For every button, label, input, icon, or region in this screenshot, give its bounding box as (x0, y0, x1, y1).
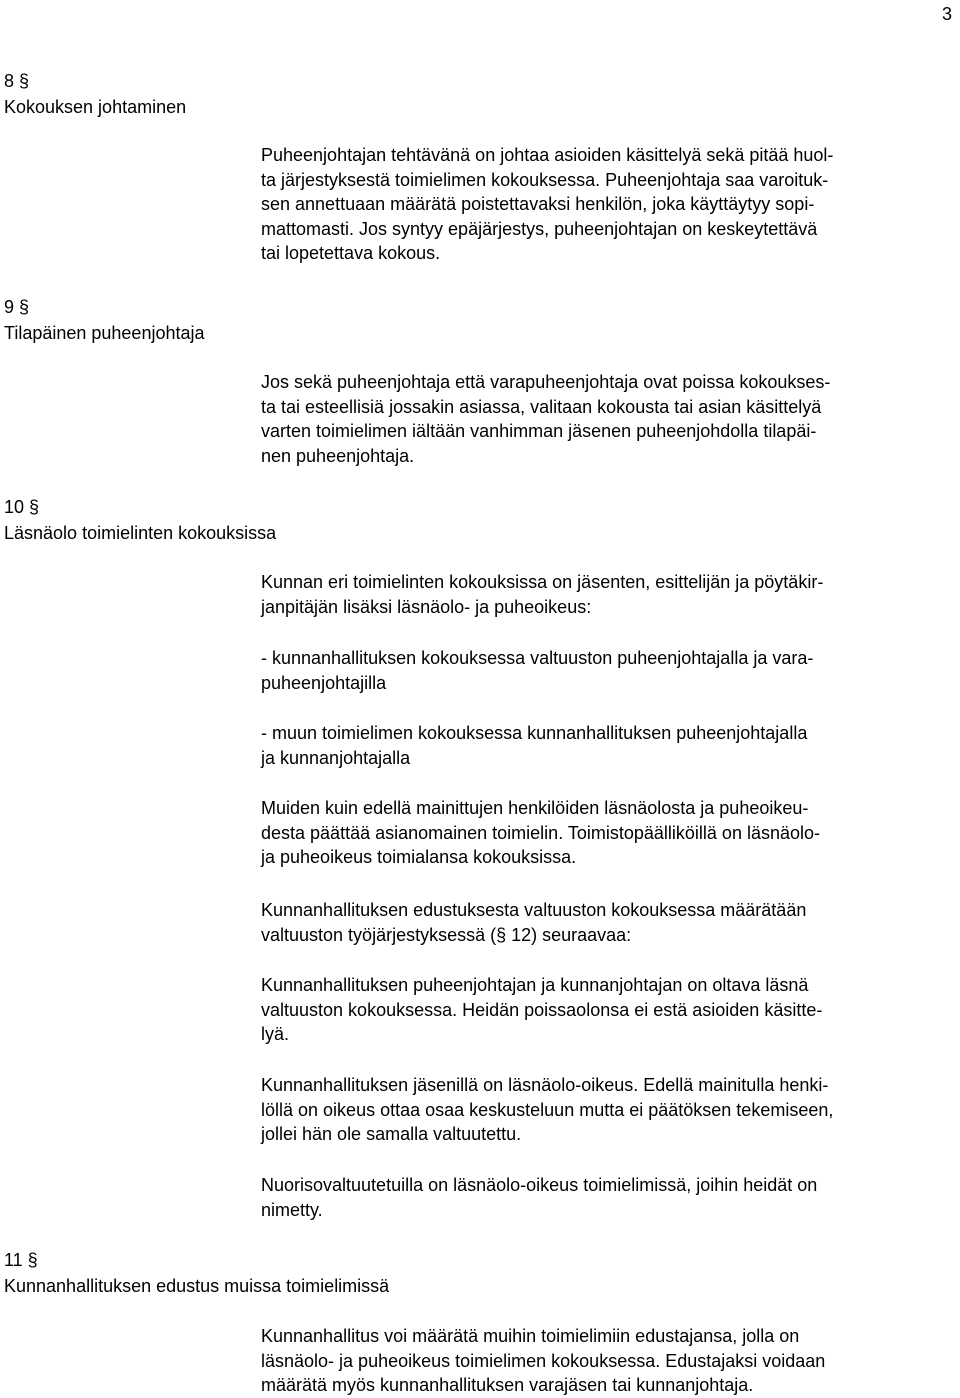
text-line: Kunnanhallituksen edustuksesta valtuuston kokouksessa määrätään (261, 900, 807, 920)
text-line: ja puheoikeus toimialansa kokouksissa. (261, 847, 577, 867)
text-line: läsnäolo- ja puheoikeus toimielimen kokouksessa. Edustajaksi voidaan (261, 1350, 826, 1371)
page-number: 3 (941, 4, 952, 24)
text-line: desta päättää asianomainen toimielin. Toimistopäälliköillä on läsnäolo- (261, 822, 821, 843)
text-line: Kunnan eri toimielinten kokouksissa on jäsenten, esittelijän ja pöytäkir- (261, 572, 824, 592)
paragraph-chair-presence (261, 973, 951, 1047)
paragraph-meeting-chairing (261, 143, 951, 266)
section-number: 10 § (4, 497, 40, 517)
text-line: Kunnanhallitus voi määrätä muihin toimielimiin edustajansa, jolla on (261, 1326, 800, 1346)
paragraph-attendance-intro (261, 570, 951, 619)
text-line: valtuuston kokouksessa. Heidän poissaolonsa ei estä asioiden käsitte- (261, 999, 823, 1020)
text-line: Kunnanhallituksen jäsenillä on läsnäolo-oikeus. Edellä mainitulla henki- (261, 1075, 829, 1095)
paragraph-attendance-item-2 (261, 721, 951, 770)
paragraph-council-representation (261, 898, 951, 947)
section-title: Tilapäinen puheenjohtaja (4, 323, 205, 343)
section-heading-10 (4, 494, 276, 546)
text-line: ta järjestyksestä toimielimen kokouksessa. Puheenjohtaja saa varoituk- (261, 169, 829, 190)
section-heading-9 (4, 294, 205, 346)
text-line: Muiden kuin edellä mainittujen henkilöiden läsnäolosta ja puheoikeu- (261, 798, 809, 818)
text-line: janpitäjän lisäksi läsnäolo- ja puheoikeus: (261, 596, 592, 617)
paragraph-youth-council (261, 1173, 951, 1222)
section-heading-11 (4, 1247, 389, 1299)
text-line: - kunnanhallituksen kokouksessa valtuuston puheenjohtajalla ja vara- (261, 648, 814, 668)
text-line: puheenjohtajilla (261, 672, 387, 693)
text-line: Kunnanhallituksen puheenjohtajan ja kunnanjohtajan on oltava läsnä (261, 975, 809, 995)
text-line: löllä on oikeus ottaa osaa keskusteluun mutta ei päätöksen tekemiseen, (261, 1099, 834, 1120)
text-line: ja kunnanjohtajalla (261, 747, 411, 768)
text-line: mattomasti. Jos syntyy epäjärjestys, puheenjohtajan on keskeytettävä (261, 218, 818, 239)
text-line: jollei hän ole samalla valtuutettu. (261, 1124, 522, 1144)
text-line: varten toimielimen iältään vanhimman jäsenen puheenjohdolla tilapäi- (261, 421, 817, 441)
section-title: Kunnanhallituksen edustus muissa toimielimissä (4, 1276, 390, 1296)
paragraph-attendance-others (261, 796, 951, 870)
section-number: 9 § (4, 297, 30, 317)
section-title: Kokouksen johtaminen (4, 97, 187, 117)
text-line: Jos sekä puheenjohtaja että varapuheenjohtaja ovat poissa kokoukses- (261, 372, 831, 392)
text-line: määrätä myös kunnanhallituksen varajäsen tai kunnanjohtaja. (261, 1375, 754, 1395)
text-line: tai lopetettava kokous. (261, 243, 441, 263)
section-number: 11 § (4, 1250, 38, 1270)
section-heading-8 (4, 68, 186, 120)
text-line: nen puheenjohtaja. (261, 445, 415, 466)
paragraph-representation-other-bodies (261, 1324, 951, 1398)
text-line: ta tai esteellisiä jossakin asiassa, valitaan kokousta tai asian käsittelyä (261, 396, 822, 417)
paragraph-temporary-chair (261, 370, 951, 468)
text-line: Nuorisovaltuutetuilla on läsnäolo-oikeus toimielimissä, joihin heidät on (261, 1175, 818, 1195)
paragraph-attendance-item-1 (261, 646, 951, 695)
text-line: sen annettuaan määrätä poistettavaksi henkilön, joka käyttäytyy sopi- (261, 194, 815, 214)
text-line: lyä. (261, 1024, 290, 1044)
section-title: Läsnäolo toimielinten kokouksissa (4, 523, 277, 543)
text-line: nimetty. (261, 1199, 323, 1220)
text-line: Puheenjohtajan tehtävänä on johtaa asioiden käsittelyä sekä pitää huol- (261, 145, 834, 165)
text-line: valtuuston työjärjestyksessä (§ 12) seuraavaa: (261, 924, 632, 945)
section-number: 8 § (4, 71, 30, 91)
paragraph-member-attendance (261, 1073, 951, 1147)
text-line: - muun toimielimen kokouksessa kunnanhallituksen puheenjohtajalla (261, 723, 808, 743)
